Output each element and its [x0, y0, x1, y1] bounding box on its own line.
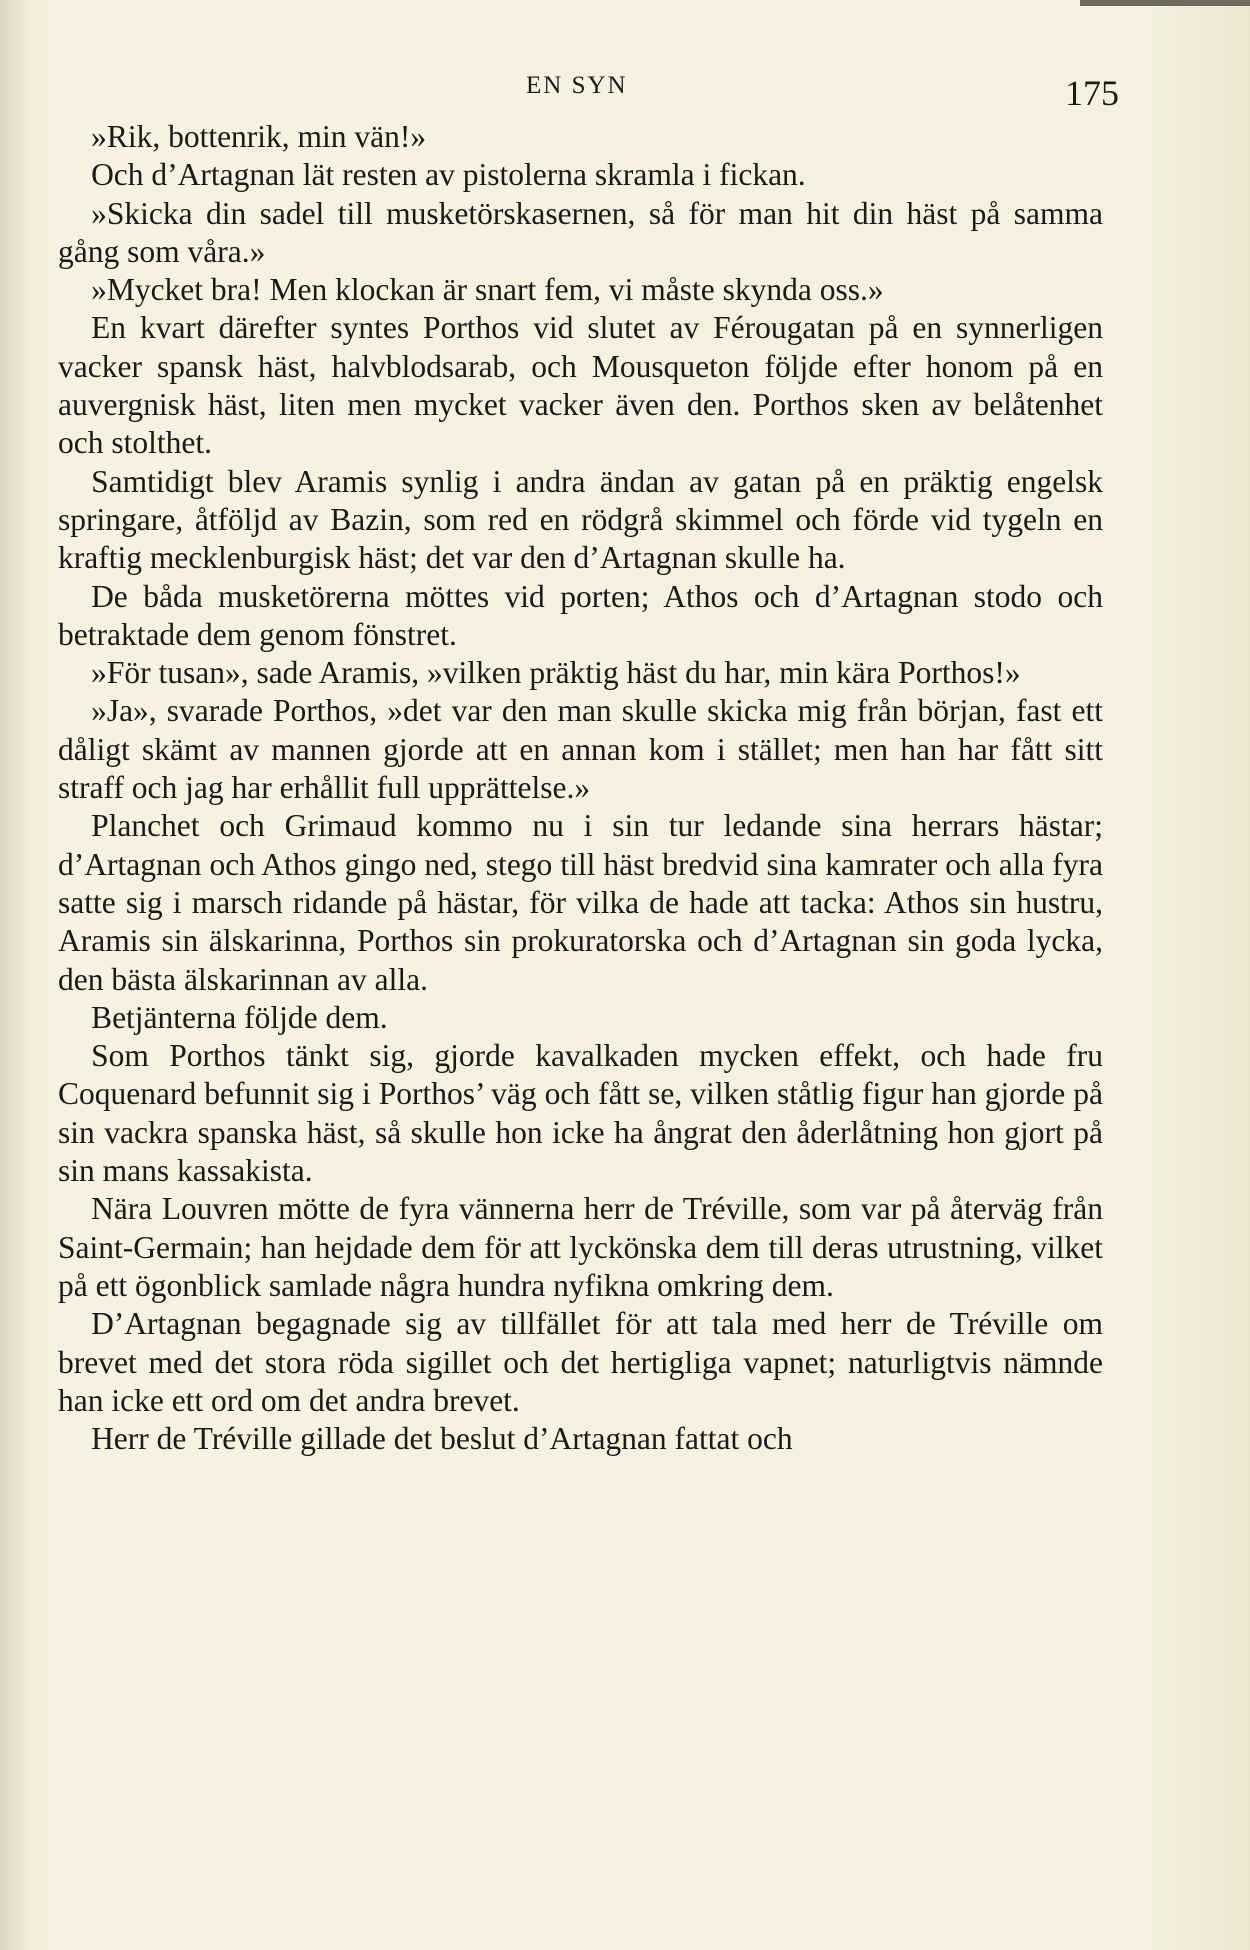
paragraph: En kvart därefter syntes Porthos vid slutet av Férougatan på en synnerligen vacker spansk häst, halvblodsarab, och Mousqueton följde efter honom på en auvergnisk häst, liten men mycket vacker även den. Porthos sken av belåtenhet och stolthet.	[58, 310, 1103, 461]
paragraph: »Skicka din sadel till musketörskasernen, så för man hit din häst på samma gång som våra.»	[58, 195, 1103, 269]
paragraph: D’Artagnan begagnade sig av tillfället för att tala med herr de Tréville om brevet med det stora röda sigillet och det hertigliga vapnet; naturligtvis nämnde han icke ett ord om det andra brevet.	[58, 1306, 1103, 1418]
page-number: 175	[1065, 73, 1119, 113]
paragraph: »Rik, bottenrik, min vän!»	[91, 119, 427, 154]
spine-shadow	[0, 0, 28, 1950]
page-header	[0, 72, 1250, 112]
paragraph: Nära Louvren mötte de fyra vännerna herr de Tréville, som var på återväg från Saint-Germain; han hejdade dem för att lyckönska dem till deras utrustning, vilket på ett ögonblick samlade några hundra nyfikna omkring dem.	[58, 1191, 1103, 1303]
body-text	[58, 118, 1103, 1458]
running-head: EN SYN	[526, 72, 628, 99]
paragraph: »För tusan», sade Aramis, »vilken präktig häst du har, min kära Porthos!»	[91, 655, 1021, 691]
paragraph: Herr de Tréville gillade det beslut d’Artagnan fattat och	[91, 1421, 793, 1457]
paragraph: Planchet och Grimaud kommo nu i sin tur ledande sina herrars hästar; d’Artagnan och Athos gingo ned, stego till häst bredvid sina kamrater och alla fyra satte sig i marsch ridande på hästar, för vilka de hade att tacka: Athos sin hustru, Aramis sin älskarinna, Porthos sin prokuratorska och d’Artagnan sin goda lycka, den bästa älskarinnan av alla.	[58, 808, 1103, 997]
paragraph: Och d’Artagnan lät resten av pistolerna skramla i fickan.	[91, 157, 806, 193]
page-edge	[1080, 0, 1250, 6]
paragraph: »Mycket bra! Men klockan är snart fem, vi måste skynda oss.»	[91, 272, 884, 308]
paragraph: Betjänterna följde dem.	[91, 999, 388, 1035]
paragraph: De båda musketörerna möttes vid porten; Athos och d’Artagnan stodo och betraktade dem genom fönstret.	[58, 578, 1103, 652]
paragraph: Som Porthos tänkt sig, gjorde kavalkaden mycken effekt, och hade fru Coquenard befunnit sig i Porthos’ väg och fått se, vilken ståtlig figur han gjorde på sin vackra spanska häst, så skulle hon icke ha ångrat den åderlåtning hon gjort på sin mans kassakista.	[58, 1038, 1103, 1189]
paragraph: »Ja», svarade Porthos, »det var den man skulle skicka mig från början, fast ett dåligt skämt av mannen gjorde att en annan kom i stället; men han har fått sitt straff och jag har erhållit full upprättelse.»	[58, 693, 1103, 806]
paragraph: Samtidigt blev Aramis synlig i andra ändan av gatan på en präktig engelsk springare, åtföljd av Bazin, som red en rödgrå skimmel och förde vid tygeln en kraftig mecklenburgisk häst; det var den d’Artagnan skulle ha.	[58, 463, 1103, 576]
